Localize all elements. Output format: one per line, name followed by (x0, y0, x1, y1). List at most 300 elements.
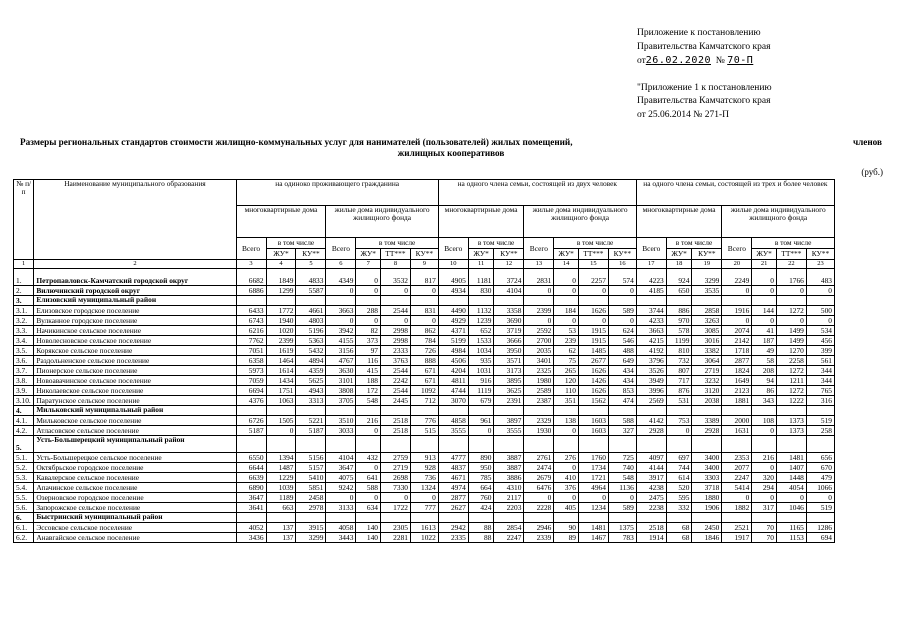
value-cell: 216 (356, 416, 381, 426)
value-cell: 4767 (326, 356, 356, 366)
empty-cell (752, 436, 777, 453)
total-header: Всего (236, 238, 266, 260)
value-cell: 0 (356, 463, 381, 473)
value-cell: 4777 (438, 453, 468, 463)
value-cell: 561 (806, 356, 834, 366)
value-cell: 0 (381, 316, 411, 326)
column-number: 23 (806, 260, 834, 269)
value-cell: 120 (554, 376, 579, 386)
district-group-row (14, 406, 835, 416)
empty-cell (356, 436, 381, 453)
value-cell: 4376 (236, 396, 266, 406)
zhu-header: ЖУ* (666, 249, 692, 260)
value-cell: 2247 (494, 533, 524, 543)
value-cell: 1407 (776, 463, 806, 473)
value-cell: 1022 (410, 533, 438, 543)
value-cell: 1039 (266, 483, 296, 493)
value-cell: 2077 (722, 463, 752, 473)
row-name: Апачинское сельское поселение (34, 483, 236, 493)
value-cell: 2247 (722, 473, 752, 483)
row-name: Вилючинский городской округ (34, 286, 236, 296)
empty-cell (578, 296, 608, 306)
value-cell: 3886 (494, 473, 524, 483)
value-cell: 4943 (296, 386, 326, 396)
row-number: 3.10. (14, 396, 34, 406)
value-cell: 663 (266, 503, 296, 513)
zhu-header: ЖУ* (554, 249, 579, 260)
value-cell: 0 (752, 463, 777, 473)
value-cell: 1046 (776, 503, 806, 513)
value-cell: 110 (554, 386, 579, 396)
value-cell: 2257 (578, 269, 608, 286)
value-cell: 5973 (236, 366, 266, 376)
value-cell: 70 (752, 523, 777, 533)
row-name: Новоавачинское сельское поселение (34, 376, 236, 386)
value-cell: 2000 (722, 416, 752, 426)
value-cell: 0 (752, 269, 777, 286)
row-name: Кавалерское сельское поселение (34, 473, 236, 483)
row-number: 3.5. (14, 346, 34, 356)
value-cell: 0 (356, 316, 381, 326)
value-cell: 4104 (326, 453, 356, 463)
value-cell: 2831 (524, 269, 554, 286)
row-number: 4. (14, 406, 34, 416)
value-cell: 853 (608, 386, 636, 396)
table-row (14, 356, 835, 366)
empty-cell (381, 436, 411, 453)
value-cell: 784 (410, 336, 438, 346)
value-cell: 500 (806, 306, 834, 316)
zhu-header: ЖУ* (468, 249, 494, 260)
column-number: 14 (554, 260, 579, 269)
value-cell: 138 (554, 416, 579, 426)
value-cell: 1882 (722, 503, 752, 513)
value-cell: 534 (806, 326, 834, 336)
column-number: 15 (578, 260, 608, 269)
value-cell: 2445 (381, 396, 411, 406)
empty-cell (524, 436, 554, 453)
value-cell: 4671 (438, 473, 468, 483)
value-cell: 1846 (692, 533, 722, 543)
value-cell: 3949 (636, 376, 666, 386)
table-header (14, 180, 835, 269)
table-row (14, 483, 835, 493)
value-cell: 0 (410, 493, 438, 503)
value-cell: 4052 (236, 523, 266, 533)
row-number: 3.7. (14, 366, 34, 376)
empty-cell (468, 436, 494, 453)
value-cell: 3887 (494, 453, 524, 463)
value-cell: 3033 (326, 426, 356, 436)
empty-cell (666, 513, 692, 523)
row-number: 3.4. (14, 336, 34, 346)
value-cell: 4905 (438, 269, 468, 286)
value-cell: 376 (554, 483, 579, 493)
value-cell: 3705 (326, 396, 356, 406)
value-cell: 6639 (236, 473, 266, 483)
value-cell: 239 (554, 336, 579, 346)
value-cell: 184 (554, 306, 579, 316)
value-cell: 1153 (776, 533, 806, 543)
empty-cell (722, 296, 752, 306)
value-cell: 7051 (236, 346, 266, 356)
empty-cell (554, 436, 579, 453)
value-cell: 890 (468, 453, 494, 463)
value-cell: 7059 (236, 376, 266, 386)
value-cell: 6433 (236, 306, 266, 316)
document-title (20, 137, 882, 159)
value-cell: 49 (752, 346, 777, 356)
empty-cell (636, 296, 666, 306)
value-cell: 4837 (438, 463, 468, 473)
value-cell: 670 (806, 463, 834, 473)
value-cell: 3796 (636, 356, 666, 366)
value-cell: 70 (752, 533, 777, 543)
ku-header: КУ** (494, 249, 524, 260)
empty-cell (236, 406, 266, 416)
value-cell: 6743 (236, 316, 266, 326)
value-cell: 3895 (494, 376, 524, 386)
value-cell: 320 (752, 473, 777, 483)
value-cell: 649 (608, 356, 636, 366)
value-cell: 3647 (326, 463, 356, 473)
value-cell: 2238 (636, 503, 666, 513)
value-cell: 5157 (296, 463, 326, 473)
value-cell: 783 (608, 533, 636, 543)
value-cell: 1434 (266, 376, 296, 386)
row-number: 3.6. (14, 356, 34, 366)
value-cell: 4097 (636, 453, 666, 463)
value-cell: 1772 (266, 306, 296, 316)
tt-header: ТТ*** (776, 249, 806, 260)
row-name: Октябрьское городское поселение (34, 463, 236, 473)
value-cell: 2698 (381, 473, 411, 483)
value-cell: 488 (608, 346, 636, 356)
value-cell: 1626 (578, 386, 608, 396)
header-from-label: от (637, 56, 646, 67)
value-cell: 548 (608, 473, 636, 483)
value-cell: 2038 (692, 396, 722, 406)
value-cell: 288 (356, 306, 381, 316)
standards-table (13, 179, 835, 543)
value-cell: 3917 (636, 473, 666, 483)
empty-cell (578, 406, 608, 416)
value-cell: 760 (468, 493, 494, 503)
value-cell: 265 (554, 366, 579, 376)
value-cell: 0 (524, 493, 554, 503)
empty-cell (410, 513, 438, 523)
value-cell: 1426 (578, 376, 608, 386)
value-cell: 3064 (692, 356, 722, 366)
value-cell: 2074 (722, 326, 752, 336)
value-cell: 0 (806, 286, 834, 296)
value-cell: 3887 (494, 463, 524, 473)
value-cell: 1915 (578, 326, 608, 336)
table-row (14, 473, 835, 483)
value-cell: 589 (608, 306, 636, 316)
value-cell: 89 (554, 533, 579, 543)
value-cell: 2325 (524, 366, 554, 376)
value-cell: 3232 (692, 376, 722, 386)
value-cell: 1718 (722, 346, 752, 356)
value-cell: 1481 (776, 453, 806, 463)
value-cell: 2998 (381, 326, 411, 336)
value-cell: 5187 (296, 426, 326, 436)
value-cell: 2719 (692, 366, 722, 376)
empty-cell (722, 513, 752, 523)
mkd-header: многоквартирные дома (236, 206, 326, 238)
value-cell: 664 (468, 483, 494, 493)
empty-cell (236, 296, 266, 306)
value-cell: 3724 (494, 269, 524, 286)
value-cell: 4934 (438, 286, 468, 296)
empty-cell (636, 406, 666, 416)
value-cell: 0 (776, 316, 806, 326)
value-cell: 6476 (524, 483, 554, 493)
value-cell: 0 (356, 269, 381, 286)
value-cell: 862 (410, 326, 438, 336)
value-cell: 4204 (438, 366, 468, 376)
row-name: Озерновское городское поселение (34, 493, 236, 503)
empty-cell (554, 513, 579, 523)
empty-cell (752, 513, 777, 523)
value-cell: 1751 (266, 386, 296, 396)
value-cell: 744 (666, 463, 692, 473)
value-cell: 3156 (326, 346, 356, 356)
empty-cell (806, 513, 834, 523)
empty-cell (326, 296, 356, 306)
row-name: Усть-Большерецкое сельское поселение (34, 453, 236, 463)
table-row (14, 316, 835, 326)
value-cell: 4811 (438, 376, 468, 386)
value-cell: 2928 (636, 426, 666, 436)
value-cell: 4359 (296, 366, 326, 376)
value-cell: 2761 (524, 453, 554, 463)
value-cell: 520 (666, 483, 692, 493)
value-cell: 432 (356, 453, 381, 463)
value-cell: 90 (554, 523, 579, 533)
value-cell: 3897 (494, 416, 524, 426)
value-cell: 1373 (776, 426, 806, 436)
column-number-row (14, 260, 835, 269)
value-cell: 82 (356, 326, 381, 336)
value-cell: 656 (806, 453, 834, 463)
value-cell: 0 (666, 426, 692, 436)
value-cell: 3535 (692, 286, 722, 296)
value-cell: 515 (410, 426, 438, 436)
table-row (14, 346, 835, 356)
row-number: 4.2. (14, 426, 34, 436)
value-cell: 343 (752, 396, 777, 406)
value-cell: 2339 (524, 533, 554, 543)
value-cell: 1165 (776, 523, 806, 533)
value-cell: 2544 (381, 306, 411, 316)
column-number: 5 (296, 260, 326, 269)
value-cell: 5363 (296, 336, 326, 346)
value-cell: 216 (752, 453, 777, 463)
header-line-4: "Приложение 1 к постановлению (637, 82, 772, 93)
value-cell: 1234 (578, 503, 608, 513)
row-number: 5.4. (14, 483, 34, 493)
empty-cell (381, 513, 411, 523)
empty-cell (608, 406, 636, 416)
row-name: Вулканное городское поселение (34, 316, 236, 326)
value-cell: 876 (666, 386, 692, 396)
value-cell: 3663 (636, 326, 666, 336)
value-cell: 137 (266, 533, 296, 543)
empty-cell (806, 406, 834, 416)
value-cell: 0 (554, 463, 579, 473)
row-number: 3. (14, 296, 34, 306)
value-cell: 3510 (326, 416, 356, 426)
value-cell: 1906 (692, 503, 722, 513)
empty-cell (636, 513, 666, 523)
value-cell: 3625 (494, 386, 524, 396)
table-row (14, 533, 835, 543)
empty-cell (410, 296, 438, 306)
value-cell: 2203 (494, 503, 524, 513)
value-cell: 3299 (296, 533, 326, 543)
total-header: Всего (438, 238, 468, 260)
value-cell: 1448 (776, 473, 806, 483)
row-name: Мильковский муниципальный район (34, 406, 236, 416)
value-cell: 3120 (692, 386, 722, 396)
value-cell: 1229 (266, 473, 296, 483)
empty-cell (438, 436, 468, 453)
value-cell: 671 (410, 376, 438, 386)
value-cell: 1603 (578, 416, 608, 426)
row-name: Паратунское сельское поселение (34, 396, 236, 406)
value-cell: 3173 (494, 366, 524, 376)
table-row (14, 463, 835, 473)
empty-cell (410, 406, 438, 416)
empty-cell (381, 296, 411, 306)
value-cell: 0 (722, 286, 752, 296)
row-number: 5.3. (14, 473, 34, 483)
value-cell: 3085 (692, 326, 722, 336)
value-cell: 5432 (296, 346, 326, 356)
value-cell: 671 (410, 366, 438, 376)
column-number: 21 (752, 260, 777, 269)
value-cell: 817 (410, 269, 438, 286)
value-cell: 0 (752, 426, 777, 436)
value-cell: 1940 (266, 316, 296, 326)
value-cell: 1375 (608, 523, 636, 533)
value-cell: 2677 (578, 356, 608, 366)
value-cell: 4155 (326, 336, 356, 346)
value-cell: 2569 (636, 396, 666, 406)
column-number: 20 (722, 260, 752, 269)
empty-cell (266, 296, 296, 306)
ku-header: КУ** (806, 249, 834, 260)
value-cell: 2998 (381, 336, 411, 346)
value-cell: 4964 (578, 483, 608, 493)
value-cell: 1603 (578, 426, 608, 436)
value-cell: 4744 (438, 386, 468, 396)
value-cell: 928 (410, 463, 438, 473)
title-line-2: жилищных кооперативов (397, 148, 505, 158)
value-cell: 6886 (236, 286, 266, 296)
incl-header: в том числе (468, 238, 524, 249)
total-header: Всего (722, 238, 752, 260)
value-cell: 1626 (578, 366, 608, 376)
value-cell: 2249 (722, 269, 752, 286)
value-cell: 1272 (776, 306, 806, 316)
value-cell: 3133 (326, 503, 356, 513)
value-cell: 3436 (236, 533, 266, 543)
value-cell: 479 (806, 473, 834, 483)
value-cell: 351 (554, 396, 579, 406)
value-cell: 3400 (692, 453, 722, 463)
value-cell: 2544 (381, 386, 411, 396)
value-cell: 1066 (806, 483, 834, 493)
value-cell: 1189 (266, 493, 296, 503)
empty-cell (692, 513, 722, 523)
value-cell: 614 (666, 473, 692, 483)
row-number: 3.2. (14, 316, 34, 326)
value-cell: 1915 (578, 336, 608, 346)
value-cell: 6890 (236, 483, 266, 493)
value-cell: 41 (752, 326, 777, 336)
value-cell: 1239 (468, 316, 494, 326)
value-cell: 3389 (692, 416, 722, 426)
empty-cell (494, 406, 524, 416)
district-group-row (14, 513, 835, 523)
value-cell: 4215 (636, 336, 666, 346)
value-cell: 0 (326, 493, 356, 503)
value-cell: 3719 (494, 326, 524, 336)
value-cell: 3443 (326, 533, 356, 543)
value-cell: 58 (752, 356, 777, 366)
value-cell: 344 (806, 376, 834, 386)
value-cell: 0 (608, 493, 636, 503)
value-cell: 725 (608, 453, 636, 463)
empty-cell (806, 436, 834, 453)
header-line-1: Приложение к постановлению (637, 28, 761, 38)
empty-cell (776, 296, 806, 306)
value-cell: 140 (356, 523, 381, 533)
value-cell: 4349 (326, 269, 356, 286)
tt-header: ТТ*** (381, 249, 411, 260)
row-name: Анавгайское сельское поселение (34, 533, 236, 543)
value-cell: 1619 (266, 346, 296, 356)
row-name: Мильковское сельское поселение (34, 416, 236, 426)
title-line-1: Размеры региональных стандартов стоимости жилищно-коммунальных услуг для нанимателей (пользователей) жилых помещений, (20, 137, 573, 147)
value-cell: 0 (554, 493, 579, 503)
value-cell: 187 (752, 336, 777, 346)
value-cell: 3555 (494, 426, 524, 436)
value-cell: 2946 (524, 523, 554, 533)
value-cell: 807 (666, 366, 692, 376)
value-cell: 1136 (608, 483, 636, 493)
value-cell: 3401 (524, 356, 554, 366)
value-cell: 3070 (438, 396, 468, 406)
value-cell: 6726 (236, 416, 266, 426)
value-cell: 830 (468, 286, 494, 296)
value-cell: 765 (806, 386, 834, 396)
value-cell: 483 (806, 269, 834, 286)
value-cell: 327 (608, 426, 636, 436)
row-name: Петропавловск-Камчатский городской округ (34, 269, 236, 286)
value-cell: 3663 (326, 306, 356, 316)
row-number: 5.6. (14, 503, 34, 513)
incl-header: в том числе (666, 238, 722, 249)
header-handwritten-date: 26.02.2020 (645, 55, 711, 67)
mkd-header: многоквартирные дома (438, 206, 524, 238)
district-group-row (14, 296, 835, 306)
tt-header: ТТ*** (578, 249, 608, 260)
value-cell: 1092 (410, 386, 438, 396)
